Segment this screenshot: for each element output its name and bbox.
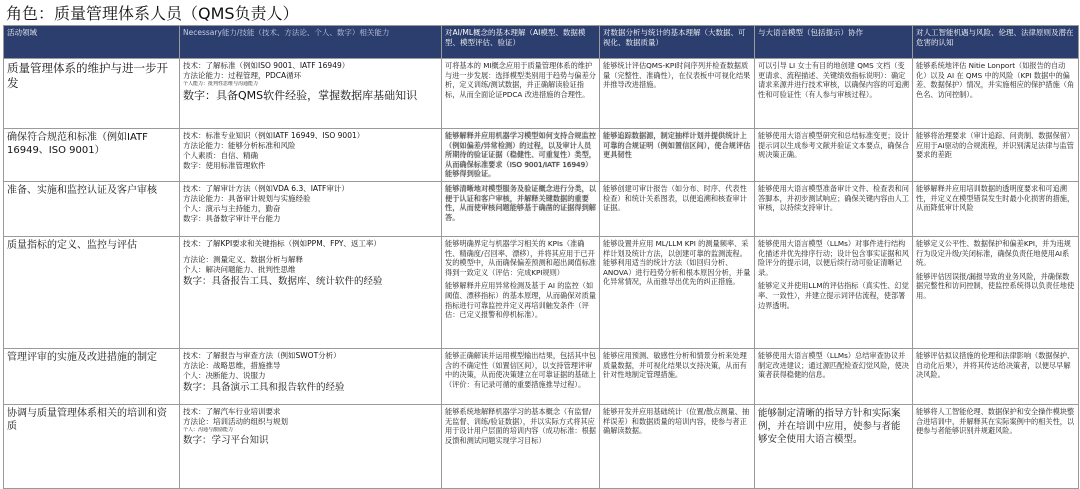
req-technical: 技术：了解KPI要求和关键指标（例如PPM、FPY、返工率） [183,238,381,248]
llm-text-2: 能够定义并使用LLM的评估指标（真实性、幻觉率、一致性），并建立提示词评估流程，使部署边界透明。 [758,281,909,310]
requirements-cell [180,404,442,488]
role-title: 角色：质量管理体系人员（QMS负责人） [6,4,299,23]
domain-cell: 准备、实施和监控认证及客户审核 [4,181,180,236]
req-digital: 数字：使用标准管理软件 [183,161,266,170]
ethics-cell: 能够评估拟议措施的伦理和法律影响（数据保护、自动化后果），并将其传达给决策者，以便尽早解决风险。 [913,348,1079,404]
table-row [4,59,1079,129]
ai-ml-cell [442,236,600,348]
ai-ml-cell: 能够系统地解释机器学习的基本概念（有监督/无监督、训练/验证数据），并以实际方式将其应用于设计用户层面的培训内容（成功标准：根据反馈和测试问题实现学习目标） [442,404,600,488]
requirements-cell [180,348,442,404]
ethics-cell: 能够将治理要求（审计追踪、问责制、数据保留）应用于AI驱动的合规流程，并识别满足法律与监管要求的差距 [913,129,1079,182]
data-analytics-cell: 能够统计评估QMS-KPI时间序列并检查数据质量（完整性、准确性），在仪表板中可视化结果并推导改进措施。 [600,59,755,129]
llm-cell: 可以引导 LI 女士有目的地创建 QMS 文档（变更请求、流程描述、关键绩效指标说明）：确定请求来源并进行技术审核，以确保内容的可追溯性和可验证性（有人参与审核过程）。 [755,59,913,129]
req-digital: 数字：学习平台知识 [183,434,269,446]
llm-cell: 能够使用大语言模型（LLMs）总结审查协议并制定改进建议；通过源匹配检查幻觉风险，使决策者获得稳健的信息。 [755,348,913,404]
data-analytics-cell: 能够应用预测、敏感性分析和情景分析来处理质量数据，并可视化结果以支持决策，从而有针对性地制定管理措施。 [600,348,755,404]
req-digital: 数字：具备演示工具和报告软件的经验 [183,381,345,393]
llm-cell: 能够使用大语言模型准备审计文件、检查表和问答脚本，并初步测试响应；确保关键内容由人工审核，以持续支持审计。 [755,181,913,236]
ethics-text-1: 能够定义公平性、数据保护和偏差KPI，并为违规行为设定升级/关闭标准，确保负责任地使用AI系统。 [916,238,1071,268]
ethics-cell: 能够将人工智能伦理、数据保护和安全操作模块整合进培训中，并解释其在实际案例中的相关性，以便参与者能够识别并规避风险。 [913,404,1079,488]
req-digital: 数字：具备数字审计平台能力 [183,213,281,223]
domain-cell: 管理评审的实施及改进措施的制定 [4,348,180,404]
header-ai-ethics: 对人工智能机遇与风险、伦理、法律原则及潜在危害的认知 [913,26,1079,59]
requirements-cell [180,129,442,182]
req-technical: 技术：标准专业知识（例如IATF 16949、ISO 9001） [183,131,365,140]
data-analytics-cell: 能够设置并应用 ML/LLM KPI 的测量频率、采样计划及统计方法，以创建可靠的监测流程。能够利用适当的统计方法（如回归分析、ANOVA）进行趋势分析和根本原因分析，并量化异常情况，从而推导出优先的纠正措施。 [600,236,755,348]
req-technical: 技术：了解汽车行业培训要求 [183,406,281,416]
header-required-skills: Necessary能力/技能（技术、方法论、个人、数字）相关能力 [180,26,442,59]
req-method: 方法论能力：过程管理，PDCA循环 [183,71,302,80]
req-personal: 个人：演示与主持能力，勤奋 [183,203,281,213]
req-personal: 个人：解决问题能力、批判性思维 [183,264,296,274]
data-analytics-cell: 能够创建可审计报告（如分布、时序、代表性检查）和统计关系图表，以便追溯和核查审计证据。 [600,181,755,236]
requirements-cell [180,236,442,348]
table-row [4,129,1079,182]
ethics-text-2: 能够评估因误报/漏报导致的业务风险，并确保数据完整性和访问控制，使监控系统得以负责任地使用。 [916,271,1075,300]
req-digital: 数字：具备QMS软件经验，掌握数据库基础知识 [183,89,418,102]
domain-cell: 质量指标的定义、监控与评估 [4,236,180,348]
llm-text-1: 能够使用大语言模型（LLMs）对事件进行结构化描述并优先排序行动；设计包含事实证据和风险评分的提示词，以便后续行动可验证清晰记录。 [758,238,909,277]
req-method: 方法论：战略思维，措施推导 [183,360,281,370]
header-activity-domain: 活动领域 [4,26,180,59]
domain-cell: 质量管理体系的维护与进一步开发 [4,59,180,129]
requirements-cell [180,59,442,129]
ai-ml-text-2: 能够解释并应用异常检测及基于 AI 的监控（如阈值、漂移指标）的基本原理，从而确保对质量指标进行可靠监控并定义再培训触发条件（评估：已定义报警和停机标准）。 [445,281,596,320]
req-method: 方法论能力：具备审计规划与实施经验 [183,193,311,203]
ai-ml-cell: 可将基本的 MI概念应用于质量管理体系的维护与进一步发展：选择模型类别用于趋势与偏差分析，定义训练/测试数据，并正确解读验证指标，从而全面论证PDCA 改进措施的合理性。 [442,59,600,129]
table-row [4,404,1079,488]
table-row [4,236,1079,348]
requirements-cell [180,181,442,236]
header-ai-ml: 对AI/ML概念的基本理解（AI模型、数据模型、模型评估、验证） [442,26,600,59]
domain-cell: 确保符合规范和标准（例如IATF 16949、ISO 9001） [4,129,180,182]
table-row [4,348,1079,404]
llm-cell: 能够使用大语言模型研究和总结标准变更；设计提示词以生成参考文献并验证文本要点，确保合规决策正确。 [755,129,913,182]
ethics-cell: 能够解释并应用培训数据的透明度要求和可追溯性，并定义在模型错误发生时最小化损害的措施，从而降低审计风险 [913,181,1079,236]
llm-cell: 能够制定清晰的指导方针和实际案例，并在培训中应用，使参与者能够安全使用大语言模型。 [755,404,913,488]
data-analytics-cell: 能够追踪数据源，制定抽样计划并提供统计上可靠的合规证明（例如置信区间），使合规评估更具韧性 [600,129,755,182]
ai-ml-cell: 能够清晰地对模型服务及验证概念进行分类，以便于认证和客户审核，并解释关键数据的重要性，从而使审核问题能够基于确凿的证据得到解答。 [442,181,600,236]
req-method: 方法论能力：能够分析标准和风险 [183,141,296,150]
req-method: 方法论：培训活动的组织与规划 [183,416,288,426]
ethics-cell [913,236,1079,348]
ai-ml-cell: 能够正确解读并运用模型输出结果，包括其中包含的不确定性（如置信区间），以支持管理评审中的决策，从而使决策建立在可靠证据的基础上（评价：有记录可循的重要措施推导过程）。 [442,348,600,404]
req-technical: 技术：了解报告与审查方法（例如SWOT分析） [183,350,341,360]
req-digital: 数字：具备报告工具、数据库、统计软件的经验 [183,275,383,287]
req-method: 方法论：测量定义、数据分析与解释 [183,254,303,264]
req-personal: 个人能力：批判性思维与沟通能力 [183,81,259,87]
ethics-cell: 能够系统地评估 Nitie Lonport（如报告的自动化）以及 AI 在 QMS 中的风险（KPI 数据中的偏差、数据保护）情况，并实施相应的保护措施（角色名、访问控制）。 [913,59,1079,129]
header-llm: 与大语言模型（包括提示）协作 [755,26,913,59]
header-row [4,26,1079,59]
table-row [4,181,1079,236]
llm-cell [755,236,913,348]
ai-ml-cell: 能够解释并应用机器学习模型如何支持合规监控（例如偏差/异常检测）的过程，以及审计人员所期待的验证证据（稳健性、可重复性）类型，从而确保标准要求（ISO 9001/IATF 16949）能够得到验证。 [442,129,600,182]
data-analytics-cell: 能够开发并应用基础统计（位置/散点测量、抽样误差）和数据质量的培训内容，使参与者正确解读数据。 [600,404,755,488]
req-technical: 技术：了解标准（例如ISO 9001、IATF 16949） [183,61,350,70]
req-personal: 个人：决断能力、说服力 [183,370,266,380]
domain-cell: 协调与质量管理体系相关的培训和资质 [4,404,180,488]
req-personal: 个人素质：自信、精确 [183,151,258,160]
ai-ml-text-1: 能够明确界定与机器学习相关的 KPIs（准确性、精确度/召回率、漂移），并将其应用于已开发的模型中，从而确保偏差预测和超出阈值标准得到一致定义（评估：完成KPI规则） [445,238,596,277]
competency-table [3,25,1079,489]
header-data-analytics: 对数据分析与统计的基本理解（大数据、可视化、数据质量） [600,26,755,59]
req-technical: 技术：了解审计方法（例如VDA 6.3、IATF审计） [183,183,349,193]
req-personal: 个人：沟通与激励能力 [183,426,234,433]
